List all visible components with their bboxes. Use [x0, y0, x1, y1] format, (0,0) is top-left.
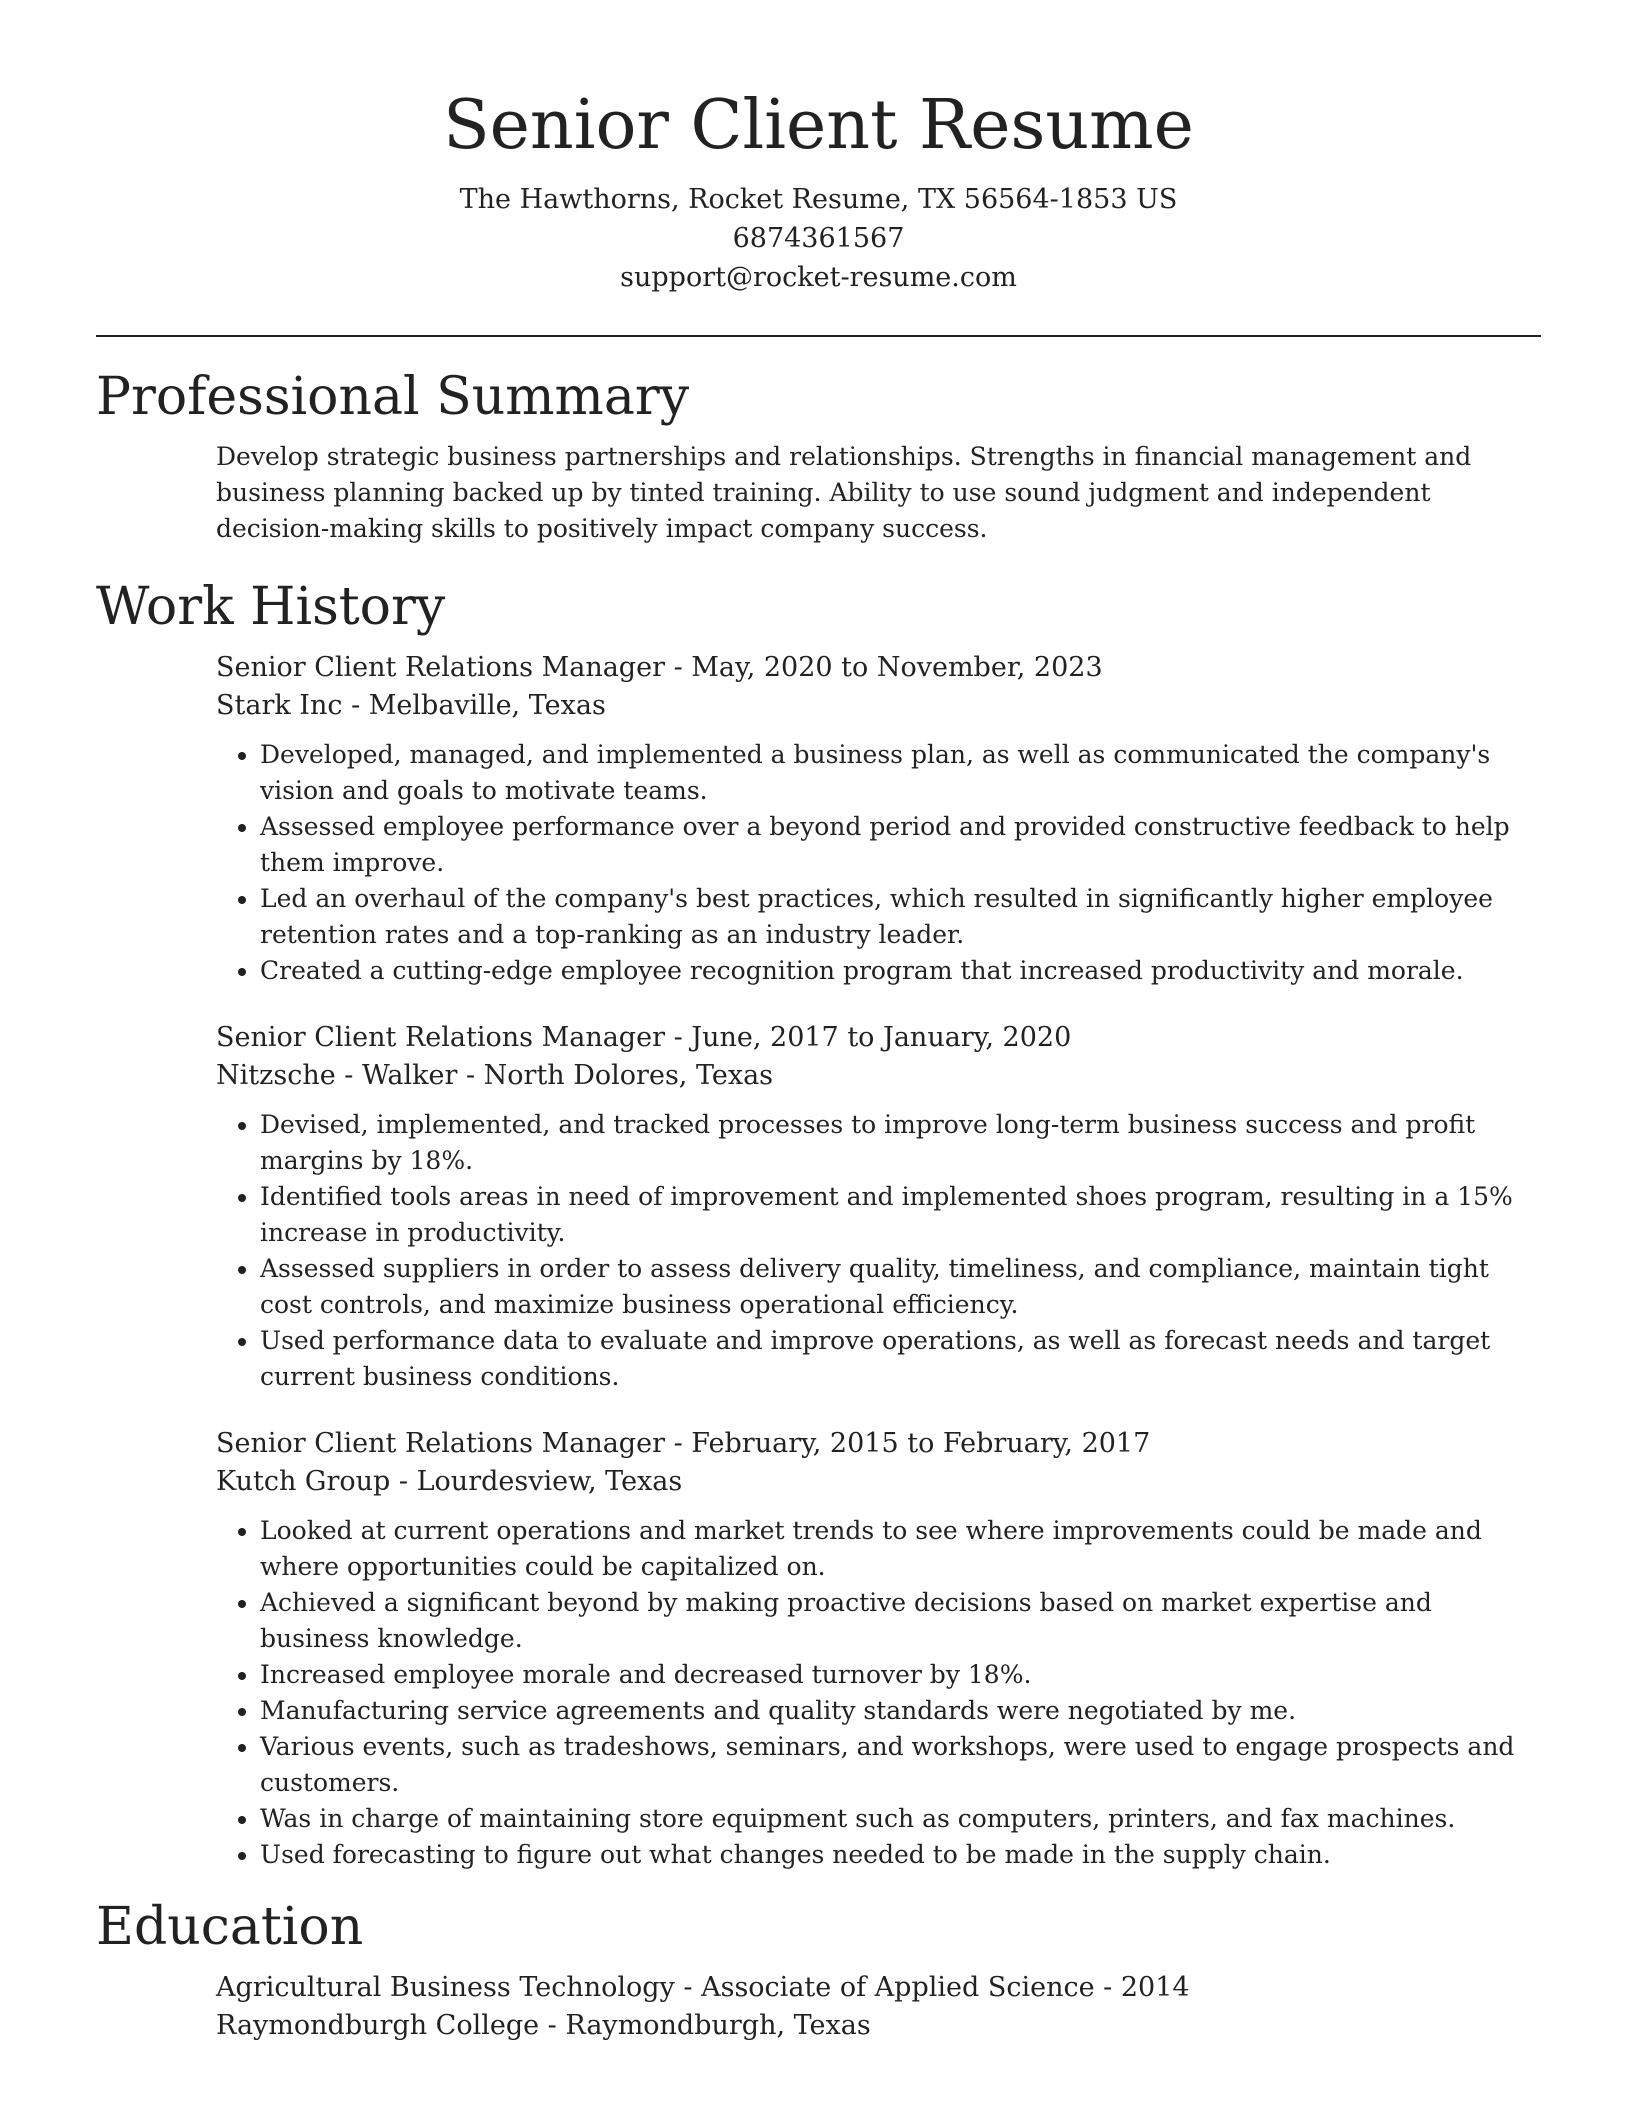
education-degree: Associate of Applied Science	[701, 1972, 1095, 2003]
job-role: Senior Client Relations Manager	[216, 652, 665, 683]
job-role-line	[216, 1425, 1546, 1463]
separator: -	[664, 1428, 692, 1459]
summary-title: Professional Summary	[96, 367, 690, 427]
work-history-title: Work History	[96, 577, 446, 637]
job-entry	[216, 1019, 1546, 1395]
separator: -	[539, 2010, 566, 2041]
list-item: • Was in charge of maintaining store equipment such as computers, printers, and fax machines.	[260, 1801, 1546, 1837]
education-school-line	[216, 2007, 1546, 2045]
separator: -	[674, 1972, 702, 2003]
job-bullets	[216, 1107, 1546, 1395]
contact-email: support@rocket-resume.com	[620, 262, 1017, 293]
education-field: Agricultural Business Technology	[216, 1972, 675, 2003]
resume-page	[96, 0, 1541, 2045]
separator: -	[390, 1466, 417, 1497]
list-item: • Assessed suppliers in order to assess delivery quality, timeliness, and compliance, maintain tight cost controls, and maximize business operational efficiency.	[260, 1251, 1546, 1323]
list-item: • Used performance data to evaluate and improve operations, as well as forecast needs and target current business conditions.	[260, 1323, 1546, 1395]
job-location: Lourdesview, Texas	[416, 1466, 683, 1497]
work-history-section	[96, 575, 1541, 1873]
contact-phone: 6874361567	[732, 223, 905, 254]
job-dates: February, 2015 to February, 2017	[691, 1428, 1151, 1459]
education-entry	[216, 1969, 1546, 2045]
education-title: Education	[96, 1897, 364, 1957]
list-item: • Increased employee morale and decreased turnover by 18%.	[260, 1657, 1546, 1693]
job-company: Kutch Group	[216, 1466, 391, 1497]
education-year: 2014	[1120, 1972, 1190, 2003]
job-role-line	[216, 649, 1546, 687]
contact-address: The Hawthorns, Rocket Resume, TX 56564-1853 US	[459, 184, 1178, 215]
job-company: Stark Inc	[216, 690, 343, 721]
list-item: • Looked at current operations and market trends to see where improvements could be made and where opportunities could be capitalized on.	[260, 1513, 1546, 1585]
separator: -	[664, 652, 692, 683]
job-dates: May, 2020 to November, 2023	[691, 652, 1103, 683]
job-location: Melbaville, Texas	[368, 690, 606, 721]
job-company-line	[216, 687, 1546, 725]
job-company-line	[216, 1057, 1546, 1095]
list-item: • Manufacturing service agreements and quality standards were negotiated by me.	[260, 1693, 1546, 1729]
job-role-line	[216, 1019, 1546, 1057]
job-location: North Dolores, Texas	[483, 1060, 774, 1091]
job-role: Senior Client Relations Manager	[216, 1022, 665, 1053]
education-school: Raymondburgh College	[216, 2010, 540, 2041]
job-company: Nitzsche - Walker	[216, 1060, 458, 1091]
list-item: • Led an overhaul of the company's best practices, which resulted in significantly higher employee retention rates and a top-ranking as an industry leader.	[260, 881, 1546, 953]
job-entry	[216, 1425, 1546, 1873]
list-item: • Devised, implemented, and tracked processes to improve long-term business success and profit margins by 18%.	[260, 1107, 1546, 1179]
list-item: • Developed, managed, and implemented a business plan, as well as communicated the company's vision and goals to motivate teams.	[260, 737, 1546, 809]
education-degree-line	[216, 1969, 1546, 2007]
education-section	[96, 1895, 1541, 2045]
list-item: • Used forecasting to figure out what changes needed to be made in the supply chain.	[260, 1837, 1546, 1873]
list-item: • Created a cutting-edge employee recognition program that increased productivity and morale.	[260, 953, 1546, 989]
job-bullets	[216, 1513, 1546, 1873]
summary-section	[96, 365, 1541, 547]
job-company-line	[216, 1463, 1546, 1501]
separator: -	[457, 1060, 484, 1091]
separator: -	[1094, 1972, 1121, 2003]
separator: -	[342, 690, 369, 721]
list-item: • Achieved a significant beyond by making proactive decisions based on market expertise and business knowledge.	[260, 1585, 1546, 1657]
list-item: • Identified tools areas in need of improvement and implemented shoes program, resulting in a 15% increase in productivity.	[260, 1179, 1546, 1251]
resume-name: Senior Client Resume	[443, 86, 1194, 165]
education-location: Raymondburgh, Texas	[565, 2010, 871, 2041]
list-item: • Assessed employee performance over a beyond period and provided constructive feedback to help them improve.	[260, 809, 1546, 881]
header-divider	[96, 335, 1541, 337]
separator: -	[664, 1022, 692, 1053]
job-dates: June, 2017 to January, 2020	[691, 1022, 1072, 1053]
list-item: • Various events, such as tradeshows, seminars, and workshops, were used to engage prospects and customers.	[260, 1729, 1546, 1801]
job-role: Senior Client Relations Manager	[216, 1428, 665, 1459]
summary-text: Develop strategic business partnerships and relationships. Strengths in financial management and business planning backed up by tinted training. Ability to use sound judgment and independent decision-making skills to positively impact company success.	[216, 442, 1472, 543]
job-entry	[216, 649, 1546, 989]
resume-header	[96, 0, 1541, 297]
job-bullets	[216, 737, 1546, 989]
